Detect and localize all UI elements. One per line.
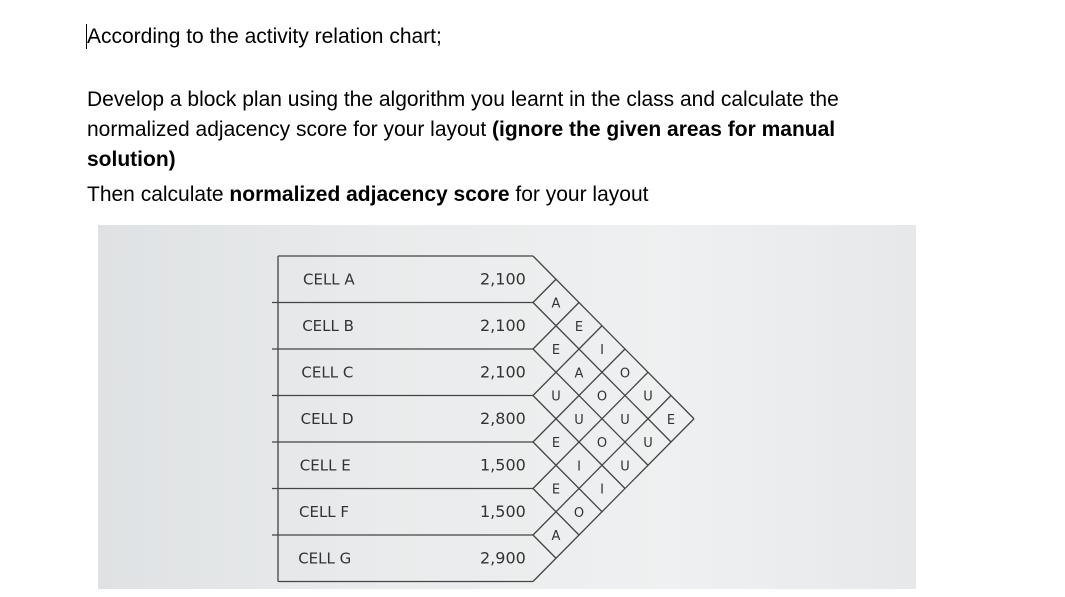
- relation-code: I: [600, 343, 604, 358]
- intro-line: According to the activity relation chart;: [87, 25, 442, 48]
- relation-code: A: [574, 366, 584, 382]
- relation-code: U: [574, 412, 584, 428]
- relation-code: I: [600, 482, 604, 498]
- relation-code: O: [573, 505, 585, 521]
- relation-code: A: [551, 529, 561, 544]
- lattice-line: [533, 349, 648, 465]
- relation-code: O: [596, 389, 608, 405]
- cell-area: 2,800: [480, 408, 526, 428]
- activity-relation-chart: [98, 225, 916, 589]
- relation-code: A: [551, 296, 561, 312]
- relation-code: U: [551, 389, 561, 405]
- cell-area: 2,100: [480, 315, 526, 335]
- cell-area: 2,100: [480, 269, 526, 289]
- cell-area: 2,900: [480, 548, 526, 568]
- relation-code: E: [551, 343, 561, 358]
- lattice-line: [533, 442, 602, 512]
- relation-code: I: [577, 459, 581, 475]
- cell-name: CELL F: [299, 502, 350, 521]
- cell-name: CELL E: [299, 456, 351, 475]
- followup-line: Then calculate normalized adjacency score for your layout: [87, 183, 649, 206]
- task-paragraph: Develop a block plan using the algorithm you learnt in the class and calculate the normalized adjacency score for your layout (ignore the given areas for manual solution): [87, 88, 839, 171]
- relation-code: U: [643, 389, 653, 405]
- cell-area: 2,100: [480, 362, 526, 382]
- relation-code: O: [619, 366, 631, 382]
- relation-code: U: [620, 412, 630, 428]
- activity-relation-chart-photo: [98, 225, 916, 589]
- lattice-line: [533, 326, 602, 396]
- cell-name: CELL C: [301, 363, 354, 382]
- relation-code: U: [620, 459, 630, 475]
- relation-code: E: [551, 436, 561, 451]
- relation-code: E: [574, 319, 584, 335]
- cell-name: CELL A: [303, 270, 355, 289]
- cell-name: CELL G: [298, 549, 352, 568]
- cell-area: 1,500: [480, 501, 526, 521]
- cell-name: CELL D: [300, 409, 354, 428]
- relation-code: E: [666, 412, 676, 428]
- relation-code: U: [643, 436, 653, 451]
- relation-code: O: [596, 436, 608, 451]
- cell-area: 1,500: [480, 455, 526, 475]
- cell-name: CELL B: [302, 316, 354, 335]
- relation-code: E: [551, 482, 561, 498]
